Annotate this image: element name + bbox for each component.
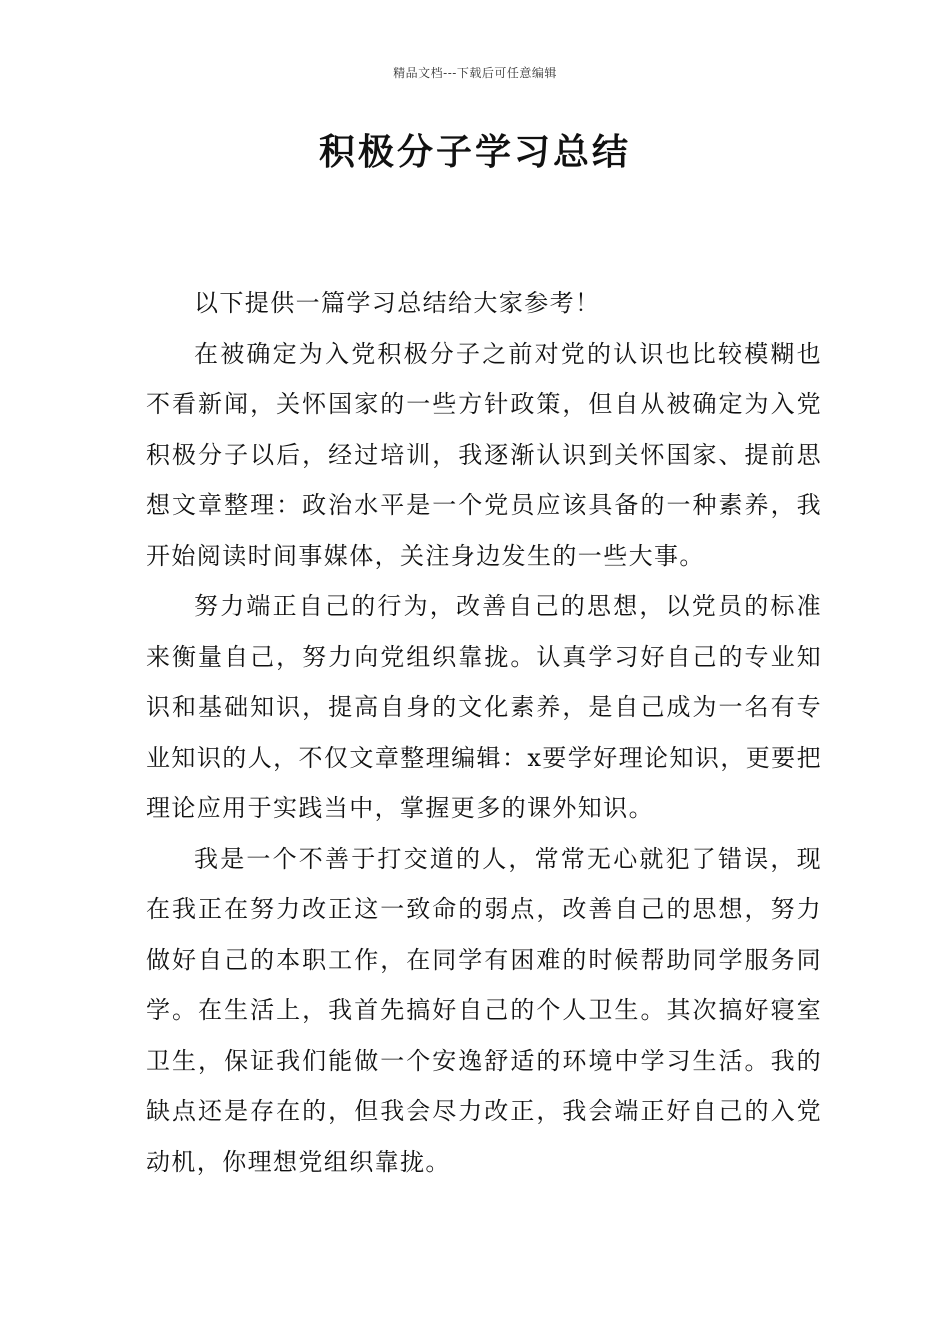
paragraph-1: 在被确定为入党积极分子之前对党的认识也比较模糊也不看新闻，关怀国家的一些方针政策，但自从被确定为入党积极分子以后，经过培训，我逐渐认识到关怀国家、提前思想文章整理：政治水平是一个党员应该具备的一种素养，我开始阅读时间事媒体，关注身边发生的一些大事。 — [146, 339, 822, 570]
paragraph-intro: 以下提供一篇学习总结给大家参考！ — [194, 289, 601, 317]
paragraph-2: 努力端正自己的行为，改善自己的思想，以党员的标准来衡量自己，努力向党组织靠拢。认真学习好自己的专业知识和基础知识，提高自身的文化素养，是自己成为一名有专业知识的人，不仅文章整理编辑：x要学好理论知识，更要把理论应用于实践当中，掌握更多的课外知识。 — [146, 592, 822, 822]
document-body — [146, 278, 822, 1187]
paragraph-3: 我是一个不善于打交道的人，常常无心就犯了错误，现在我正在努力改正这一致命的弱点，改善自己的思想，努力做好自己的本职工作，在同学有困难的时候帮助同学服务同学。在生活上，我首先搞好自己的个人卫生。其次搞好寝室卫生，保证我们能做一个安逸舒适的环境中学习生活。我的缺点还是存在的，但我会尽力改正，我会端正好自己的入党动机，你理想党组织靠拢。 — [146, 844, 822, 1176]
header-note: 精品文档---下载后可任意编辑 — [393, 66, 557, 80]
document-title: 积极分子学习总结 — [318, 132, 631, 173]
